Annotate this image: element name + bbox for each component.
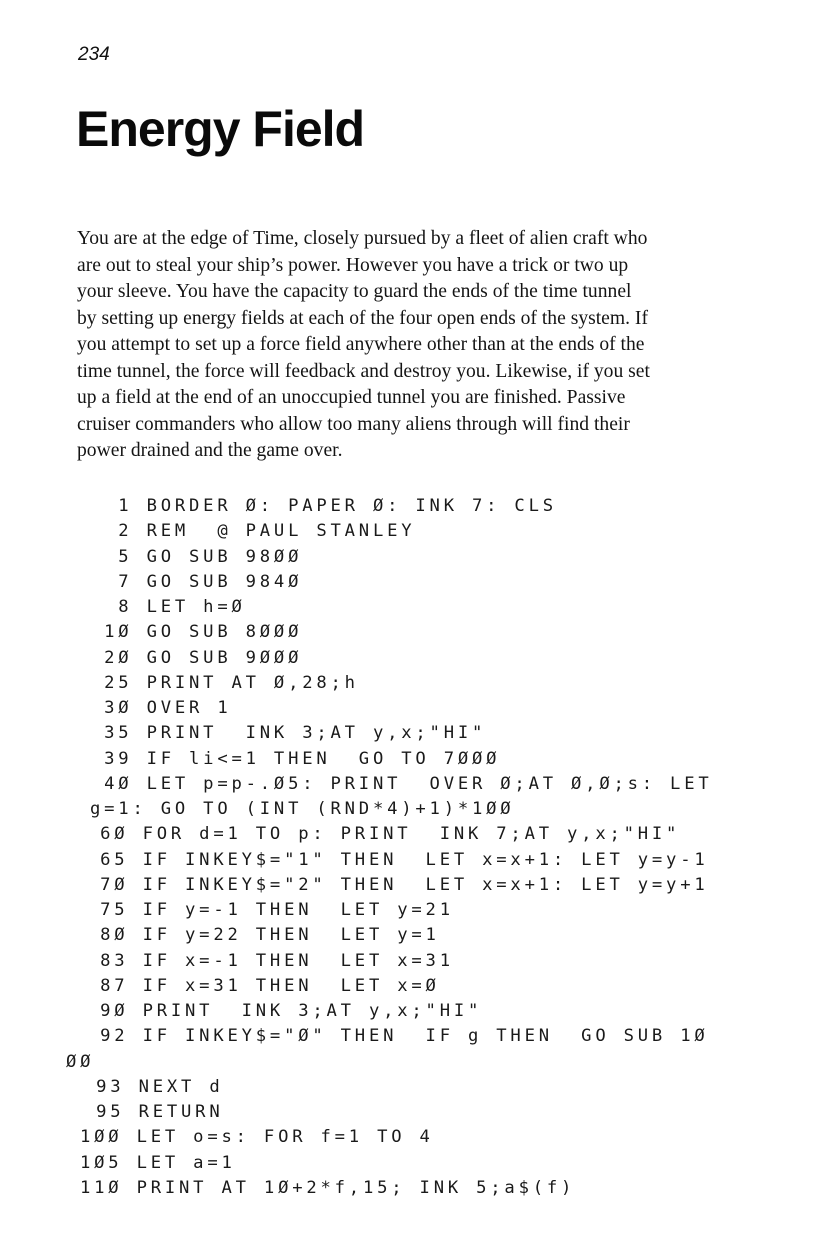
code-line: 7 GO SUB 984Ø xyxy=(90,571,303,592)
intro-line: you attempt to set up a force field anywhere other than at the ends of the xyxy=(77,334,645,355)
code-line: 87 IF x=31 THEN LET x=Ø xyxy=(86,975,440,996)
intro-line: cruiser commanders who allow too many aliens through will find their xyxy=(77,413,630,435)
code-line: 1 BORDER Ø: PAPER Ø: INK 7: CLS xyxy=(90,496,557,516)
code-line-continuation: g=1: GO TO (INT (RND*4)+1)*1ØØ xyxy=(90,799,515,819)
page-number: 234 xyxy=(78,44,110,65)
code-line: 6Ø FOR d=1 TO p: PRINT INK 7;AT y,x;"HI" xyxy=(86,824,681,845)
basic-program-listing xyxy=(66,494,810,1201)
code-line: 25 PRINT AT Ø,28;h xyxy=(90,672,359,693)
code-line: 75 IF y=-1 THEN LET y=21 xyxy=(86,900,454,920)
intro-line: power drained and the game over. xyxy=(77,440,343,461)
code-line: 39 IF li<=1 THEN GO TO 7ØØØ xyxy=(90,748,501,769)
code-line: 1Ø5 LET a=1 xyxy=(80,1152,236,1173)
code-line: 3Ø OVER 1 xyxy=(90,698,232,718)
code-line: 93 NEXT d xyxy=(82,1076,224,1097)
code-line: 9Ø PRINT INK 3;AT y,x;"HI" xyxy=(86,1001,483,1021)
code-line: 8Ø IF y=22 THEN LET y=1 xyxy=(86,925,440,946)
intro-line: time tunnel, the force will feedback and destroy you. Likewise, if you set xyxy=(77,360,650,382)
page-title: Energy Field xyxy=(76,101,365,157)
code-line: 65 IF INKEY$="1" THEN LET x=x+1: LET y=y-1 xyxy=(86,849,709,870)
code-line: 5 GO SUB 98ØØ xyxy=(90,546,303,567)
code-line-continuation: ØØ xyxy=(66,1051,95,1072)
code-line: 1Ø GO SUB 8ØØØ xyxy=(90,622,303,643)
code-line: 1ØØ LET o=s: FOR f=1 TO 4 xyxy=(80,1127,434,1148)
code-line: 7Ø IF INKEY$="2" THEN LET x=x+1: LET y=y+1 xyxy=(86,874,709,895)
code-line: 8 LET h=Ø xyxy=(90,597,246,617)
code-line: 92 IF INKEY$="Ø" THEN IF g THEN GO SUB 1Ø xyxy=(86,1026,709,1047)
code-line: 2Ø GO SUB 9ØØØ xyxy=(90,647,303,668)
intro-line: up a field at the end of an unoccupied tunnel you are finished. Passive xyxy=(77,387,626,408)
code-line: 95 RETURN xyxy=(82,1102,224,1122)
intro-paragraph xyxy=(77,226,727,465)
intro-line: You are at the edge of Time, closely pursued by a fleet of alien craft who xyxy=(77,228,648,249)
code-line: 35 PRINT INK 3;AT y,x;"HI" xyxy=(90,723,487,744)
code-line: 11Ø PRINT AT 1Ø+2*f,15; INK 5;a$(f) xyxy=(80,1177,576,1198)
code-line: 83 IF x=-1 THEN LET x=31 xyxy=(86,950,454,971)
intro-line: by setting up energy fields at each of the four open ends of the system. If xyxy=(77,307,648,329)
intro-line: your sleeve. You have the capacity to guard the ends of the time tunnel xyxy=(77,281,632,302)
intro-line: are out to steal your ship’s power. However you have a trick or two up xyxy=(77,254,629,276)
code-line: 2 REM @ PAUL STANLEY xyxy=(90,521,416,542)
code-line: 4Ø LET p=p-.Ø5: PRINT OVER Ø;AT Ø,Ø;s: LET xyxy=(90,773,713,794)
